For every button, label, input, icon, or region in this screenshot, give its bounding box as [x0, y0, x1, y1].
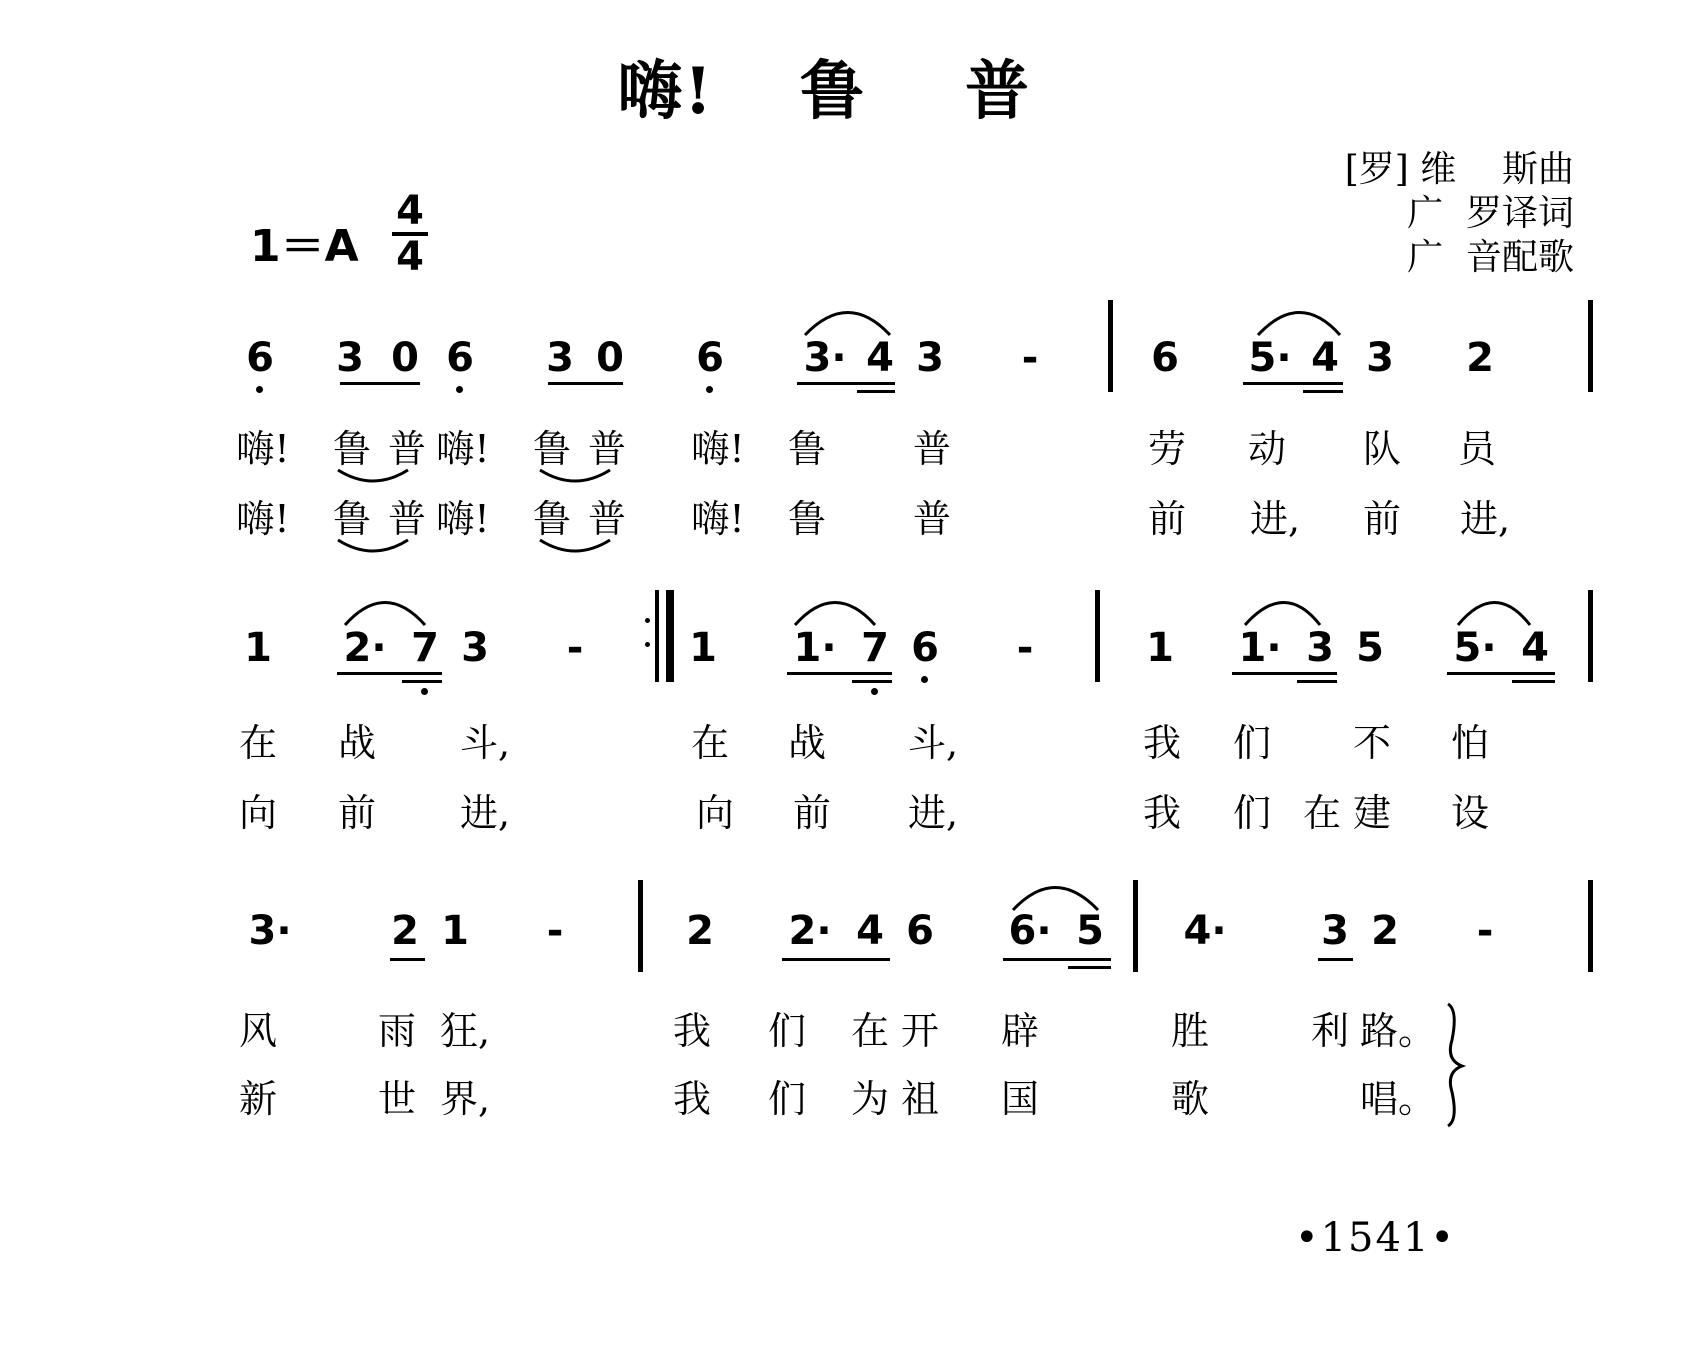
lyric: 鲁: [532, 497, 571, 541]
lyric: 斗,: [459, 721, 511, 765]
lyric: 不: [1352, 721, 1391, 765]
note: -: [546, 908, 564, 954]
lyric: 世: [377, 1077, 416, 1121]
note: 1: [244, 625, 272, 671]
lyric: 路。: [1360, 1009, 1437, 1053]
title-char: 鲁: [800, 54, 866, 129]
note: 3·: [803, 335, 847, 381]
note: -: [1021, 335, 1039, 381]
lyric: 前: [792, 791, 831, 835]
lyric: 开: [900, 1009, 939, 1053]
note: 2: [686, 908, 714, 954]
lyric: 雨: [377, 1009, 416, 1053]
lyric: 普: [387, 427, 426, 471]
note: 4: [856, 908, 884, 954]
lyric: 员: [1457, 427, 1496, 471]
note: 5·: [1248, 335, 1292, 381]
note: 1: [441, 908, 469, 954]
lyric: 嗨!: [436, 427, 490, 471]
lyric: 在: [238, 721, 277, 765]
lyric: 风: [238, 1009, 277, 1053]
note: 5·: [1453, 625, 1497, 671]
lyric: 进,: [907, 791, 959, 835]
lyric-slur: [540, 540, 610, 551]
note: 1·: [793, 625, 837, 671]
note: 1: [689, 625, 717, 671]
lyric: 战: [337, 721, 376, 765]
note: 6: [696, 335, 724, 381]
lyric: 嗨!: [236, 427, 290, 471]
slur-mark: [1258, 313, 1340, 336]
time-signature-bottom: 4: [396, 234, 424, 280]
note: 2: [1371, 908, 1399, 954]
note: 2: [1466, 335, 1494, 381]
key-signature: 1＝A: [250, 221, 359, 272]
note: 2: [391, 908, 419, 954]
slur-mark: [795, 603, 875, 626]
lyric: 嗨!: [691, 497, 745, 541]
lyric: 我: [672, 1077, 711, 1121]
note: 4: [1521, 625, 1549, 671]
lyric: 进,: [1249, 497, 1301, 541]
title-char: 普: [965, 54, 1031, 129]
lyric: 歌: [1170, 1077, 1209, 1121]
note: 0: [391, 335, 419, 381]
lyric: 国: [1000, 1077, 1039, 1121]
note: 3: [461, 625, 489, 671]
time-signature-top: 4: [396, 188, 424, 234]
lyric: 前: [1362, 497, 1401, 541]
lyric: 狂,: [439, 1009, 491, 1053]
note: 7: [411, 625, 439, 671]
lyric: 鲁: [332, 427, 371, 471]
lyric: 在: [1302, 791, 1341, 835]
note: 0: [596, 335, 624, 381]
note: -: [1476, 908, 1494, 954]
arranger-credit: 广 音配歌: [1407, 237, 1574, 278]
lyric-slur: [540, 470, 610, 481]
note: 2·: [343, 625, 387, 671]
lyric: 普: [912, 427, 951, 471]
lyric: 我: [1142, 791, 1181, 835]
lyric: 向: [238, 791, 277, 835]
lyric: 们: [1232, 721, 1271, 765]
lyric: 设: [1450, 791, 1489, 835]
lyric: 为: [850, 1077, 889, 1121]
note: 4: [1311, 335, 1339, 381]
lyricist-credit: 广 罗译词: [1407, 193, 1574, 234]
lyric-slur: [338, 540, 408, 551]
lyric: 鲁: [332, 497, 371, 541]
lyric-slur: [338, 470, 408, 481]
note: 6·: [1008, 908, 1052, 954]
note: 6: [1151, 335, 1179, 381]
slur-mark: [1458, 603, 1530, 626]
lyric: 嗨!: [691, 427, 745, 471]
note: 1·: [1238, 625, 1282, 671]
lyric: 新: [238, 1077, 277, 1121]
lyric: 界,: [439, 1077, 491, 1121]
lyric: 嗨!: [236, 497, 290, 541]
slur-mark: [1013, 888, 1098, 911]
lyric: 们: [767, 1009, 806, 1053]
lyric: 我: [1142, 721, 1181, 765]
lyric: 前: [337, 791, 376, 835]
lyric: 普: [587, 497, 626, 541]
note: 3: [546, 335, 574, 381]
lyric: 鲁: [787, 497, 826, 541]
lyric: 们: [1232, 791, 1271, 835]
lyric: 普: [587, 427, 626, 471]
note: 2·: [788, 908, 832, 954]
lyric: 唱。: [1360, 1077, 1437, 1121]
note: 6: [911, 625, 939, 671]
lyric: 怕: [1450, 721, 1489, 765]
note: 6: [446, 335, 474, 381]
lyric: 普: [387, 497, 426, 541]
lyric: 胜: [1170, 1009, 1209, 1053]
lyric: 在: [850, 1009, 889, 1053]
lyric: 普: [912, 497, 951, 541]
lyric: 辟: [1000, 1009, 1039, 1053]
lyric: 战: [787, 721, 826, 765]
lyric: 进,: [1459, 497, 1511, 541]
lyric: 斗,: [907, 721, 959, 765]
page-number: •1541•: [1295, 1215, 1456, 1261]
lyric: 进,: [459, 791, 511, 835]
note: 3: [1321, 908, 1349, 954]
note: 4: [866, 335, 894, 381]
lyric: 我: [672, 1009, 711, 1053]
note: 3: [336, 335, 364, 381]
lyric: 鲁: [532, 427, 571, 471]
note: -: [1016, 625, 1034, 671]
slur-mark: [805, 313, 890, 336]
note: 1: [1146, 625, 1174, 671]
lyric: 在: [690, 721, 729, 765]
lyric: 动: [1247, 427, 1286, 471]
slur-mark: [345, 603, 425, 626]
note: 3·: [248, 908, 292, 954]
note: 5: [1356, 625, 1384, 671]
note: 5: [1076, 908, 1104, 954]
slur-mark: [1245, 603, 1320, 626]
lyric: 们: [767, 1077, 806, 1121]
lyric: 队: [1362, 427, 1401, 471]
title-char: 嗨!: [618, 54, 715, 129]
composer-credit: [罗] 维 斯曲: [1344, 149, 1574, 190]
lyric: 前: [1147, 497, 1186, 541]
note: 3: [1306, 625, 1334, 671]
note: 3: [916, 335, 944, 381]
note: 6: [246, 335, 274, 381]
note: -: [566, 625, 584, 671]
lyric: 利: [1310, 1009, 1349, 1053]
note: 4·: [1183, 908, 1227, 954]
lyric: 向: [695, 791, 734, 835]
note: 3: [1366, 335, 1394, 381]
note: 6: [906, 908, 934, 954]
verse-brace: [1448, 1004, 1462, 1126]
lyric: 嗨!: [436, 497, 490, 541]
lyric: 鲁: [787, 427, 826, 471]
lyric: 建: [1352, 791, 1391, 835]
note: 7: [861, 625, 889, 671]
lyric: 劳: [1147, 427, 1186, 471]
lyric: 祖: [900, 1077, 939, 1121]
